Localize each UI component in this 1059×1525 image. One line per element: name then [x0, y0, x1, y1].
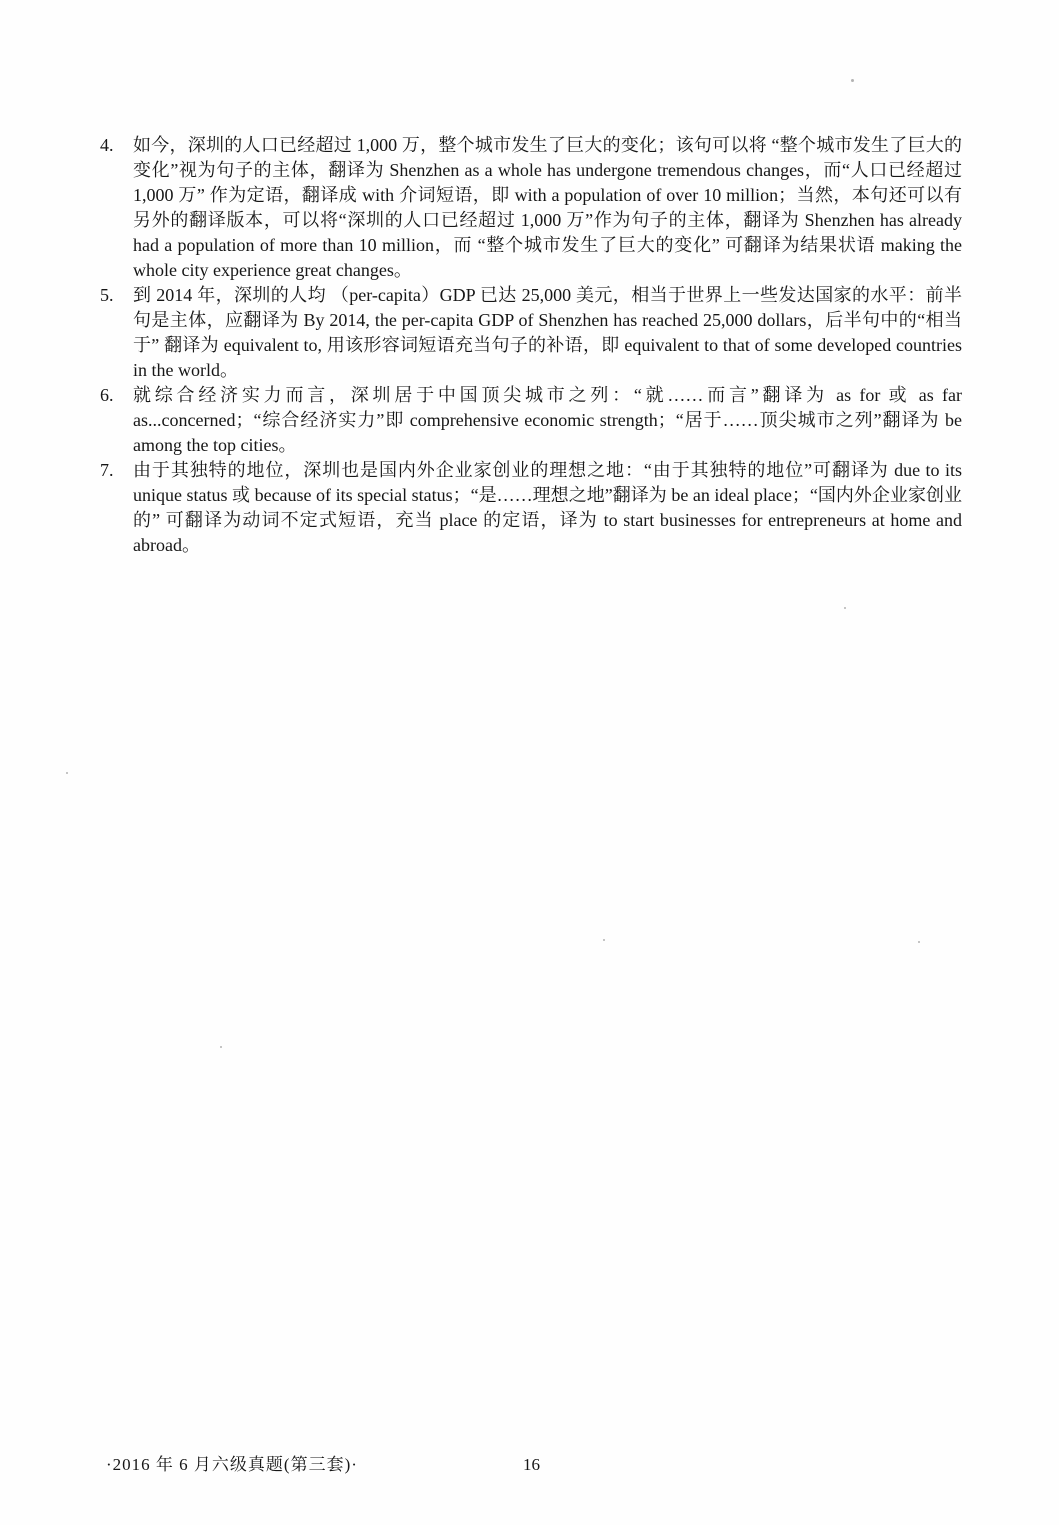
item-text: 如今，深圳的人口已经超过 1,000 万，整个城市发生了巨大的变化；该句可以将 “整个城市发生了巨大的变化”视为句子的主体，翻译为 Shenzhen as a whole has undergone tremendous changes，而“人口已经超过 1,000 万” 作为定语，翻译成 with 介词短语，即 with a population of over 10 million；当然，本句还可以有另外的翻译版本，可以将“深圳的人口已经超过 1,000 万”作为句子的主体，翻译为 Shenzhen has already had a population of more than 10 million，而 “整个城市发生了巨大的变化” 可翻译为结果状语 making the whole city experience great changes。: [133, 135, 962, 280]
scan-speck: [851, 79, 854, 82]
list-item: [100, 458, 962, 558]
item-text: 到 2014 年，深圳的人均 （per-capita）GDP 已达 25,000 美元，相当于世界上一些发达国家的水平：前半句是主体，应翻译为 By 2014, the per-capita GDP of Shenzhen has reached 25,000 dollars，后半句中的“相当于” 翻译为 equivalent to, 用该形容词短语充当句子的补语，即 equivalent to that of some developed countries in the world。: [133, 285, 962, 380]
item-text: 由于其独特的地位，深圳也是国内外企业家创业的理想之地：“由于其独特的地位”可翻译为 due to its unique status 或 because of its special status；“是……理想之地”翻译为 be an ideal place；“国内外企业家创业的” 可翻译为动词不定式短语，充当 place 的定语，译为 to start businesses for entrepreneurs at home and abroad。: [133, 460, 962, 555]
scan-speck: [220, 1046, 222, 1048]
item-text: 就综合经济实力而言，深圳居于中国顶尖城市之列：“就……而言”翻译为 as for 或 as far as...concerned；“综合经济实力”即 comprehensive economic strength；“居于……顶尖城市之列”翻译为 be among the top cities。: [133, 385, 962, 455]
item-number: 6.: [100, 385, 114, 405]
list-item: [100, 133, 962, 283]
explanation-list: [100, 133, 962, 558]
scan-speck: [918, 941, 920, 943]
item-number: 4.: [100, 135, 114, 155]
list-item: [100, 283, 962, 383]
item-number: 7.: [100, 460, 114, 480]
scan-speck: [66, 772, 68, 774]
scan-speck: [603, 939, 605, 941]
scan-speck: [844, 607, 846, 609]
page-number: 16: [523, 1455, 540, 1474]
footer-source-label: ·2016 年 6 月六级真题(第三套)·: [106, 1455, 358, 1474]
list-item: [100, 383, 962, 458]
item-number: 5.: [100, 285, 114, 305]
